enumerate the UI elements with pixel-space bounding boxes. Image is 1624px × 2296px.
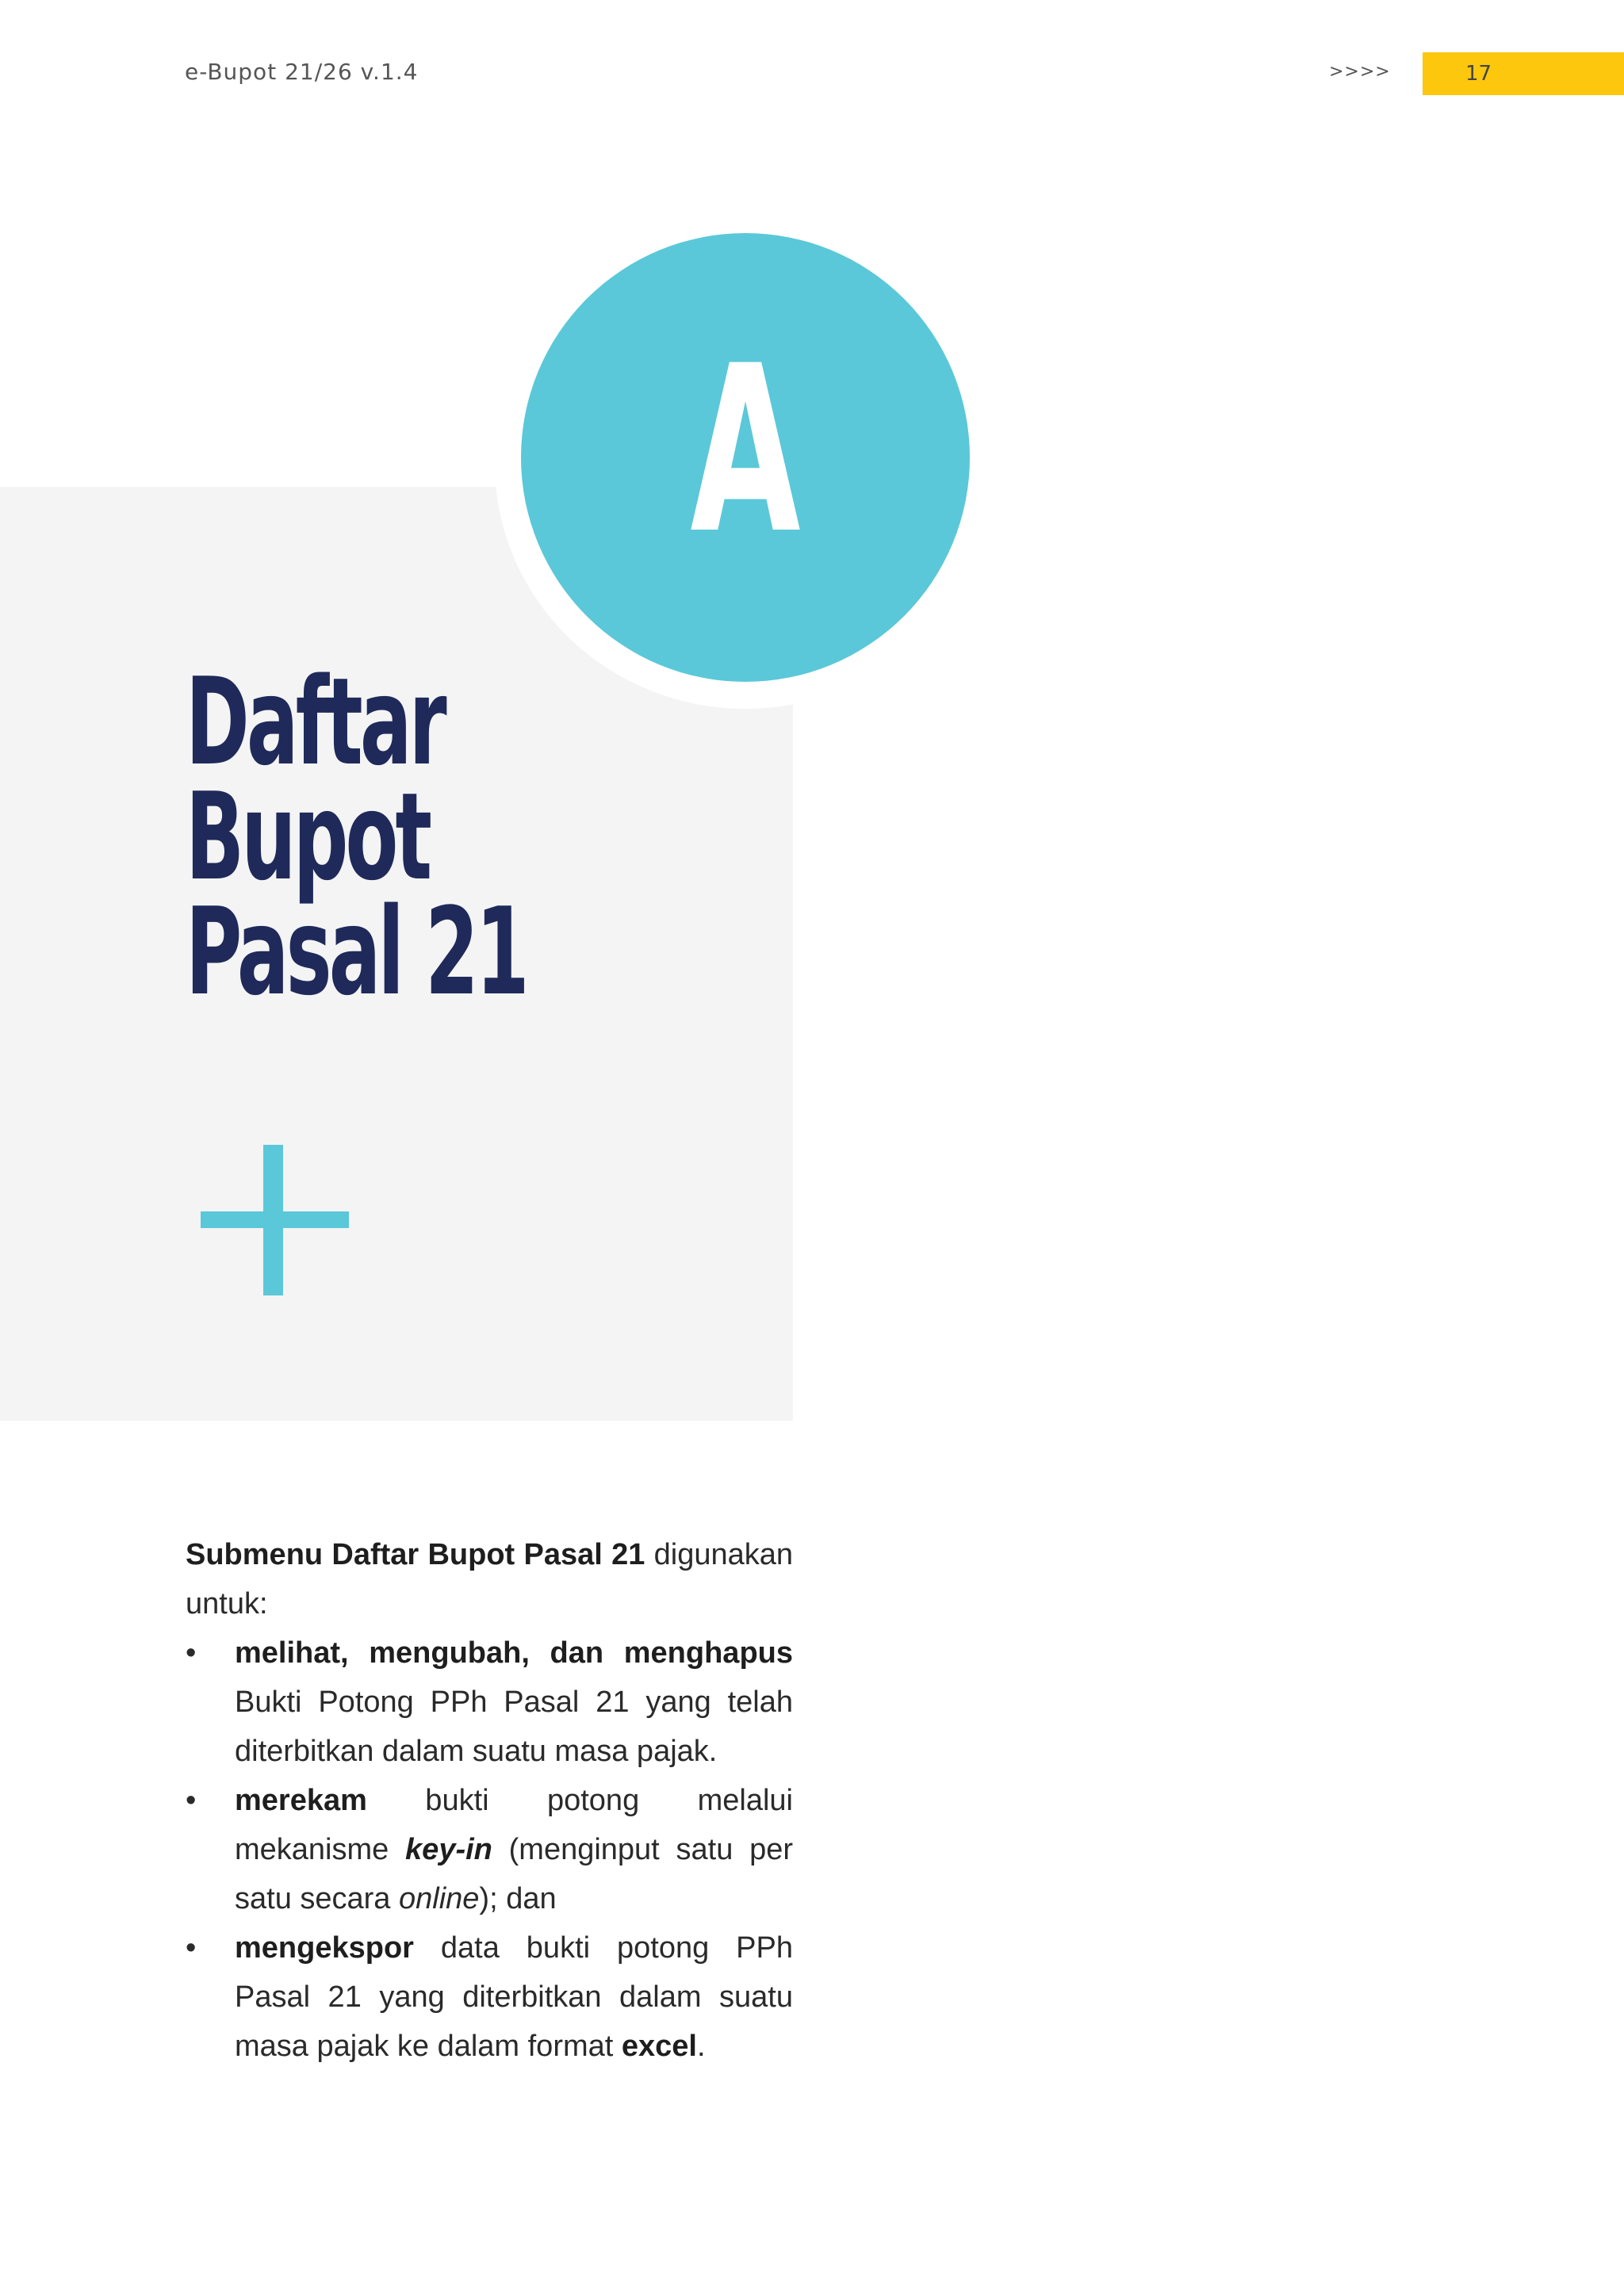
page-number: 17 [1465, 62, 1492, 86]
bullet-text: . [696, 2030, 706, 2063]
bullet-icon: • [186, 1931, 197, 1965]
bullet-bold: melihat, mengubah, dan menghapus [235, 1636, 793, 1670]
section-title-line: Bupot [186, 767, 430, 907]
plus-icon-vertical-bar [263, 1145, 283, 1295]
list-item [186, 1776, 793, 1923]
section-badge [521, 233, 970, 682]
page-number-tab [1423, 52, 1624, 95]
bullet-text: (menginput satu per satu secara [235, 1833, 794, 1915]
section-title [186, 652, 527, 1022]
bullet-icon: • [186, 1784, 197, 1817]
bullet-text: data bukti potong PPh Pasal 21 yang diterbitkan dalam suatu masa pajak ke dalam format [235, 1931, 793, 2063]
bullet-bold: excel [621, 2030, 697, 2063]
intro-bold: Submenu Daftar Bupot Pasal 21 [186, 1538, 645, 1571]
section-letter: A [690, 317, 801, 584]
bullet-italic: online [399, 1882, 480, 1915]
body-text [186, 1530, 793, 2071]
bullet-icon: • [186, 1636, 197, 1670]
header-arrows: >>>> [1329, 62, 1391, 82]
section-title-line: Daftar [186, 652, 444, 792]
section-title-line: Pasal 21 [186, 882, 527, 1022]
bullet-bold-italic-text: key-in [405, 1833, 492, 1866]
bullet-bold: merekam [235, 1784, 367, 1817]
bullet-text: ); dan [479, 1882, 557, 1915]
bullet-list [186, 1628, 793, 2071]
intro-rest: digunakan untuk: [186, 1538, 793, 1621]
bullet-bold: mengekspor [235, 1931, 414, 1965]
list-item [186, 1628, 793, 1776]
bullet-bold-italic [405, 1833, 492, 1866]
document-title: e-Bupot 21/26 v.1.4 [185, 59, 419, 85]
bullet-text: bukti potong melalui mekanisme [235, 1784, 793, 1866]
list-item [186, 1923, 793, 2071]
intro-paragraph [186, 1530, 793, 1628]
bullet-text: Bukti Potong PPh Pasal 21 yang telah diterbitkan dalam suatu masa pajak. [235, 1686, 793, 1768]
